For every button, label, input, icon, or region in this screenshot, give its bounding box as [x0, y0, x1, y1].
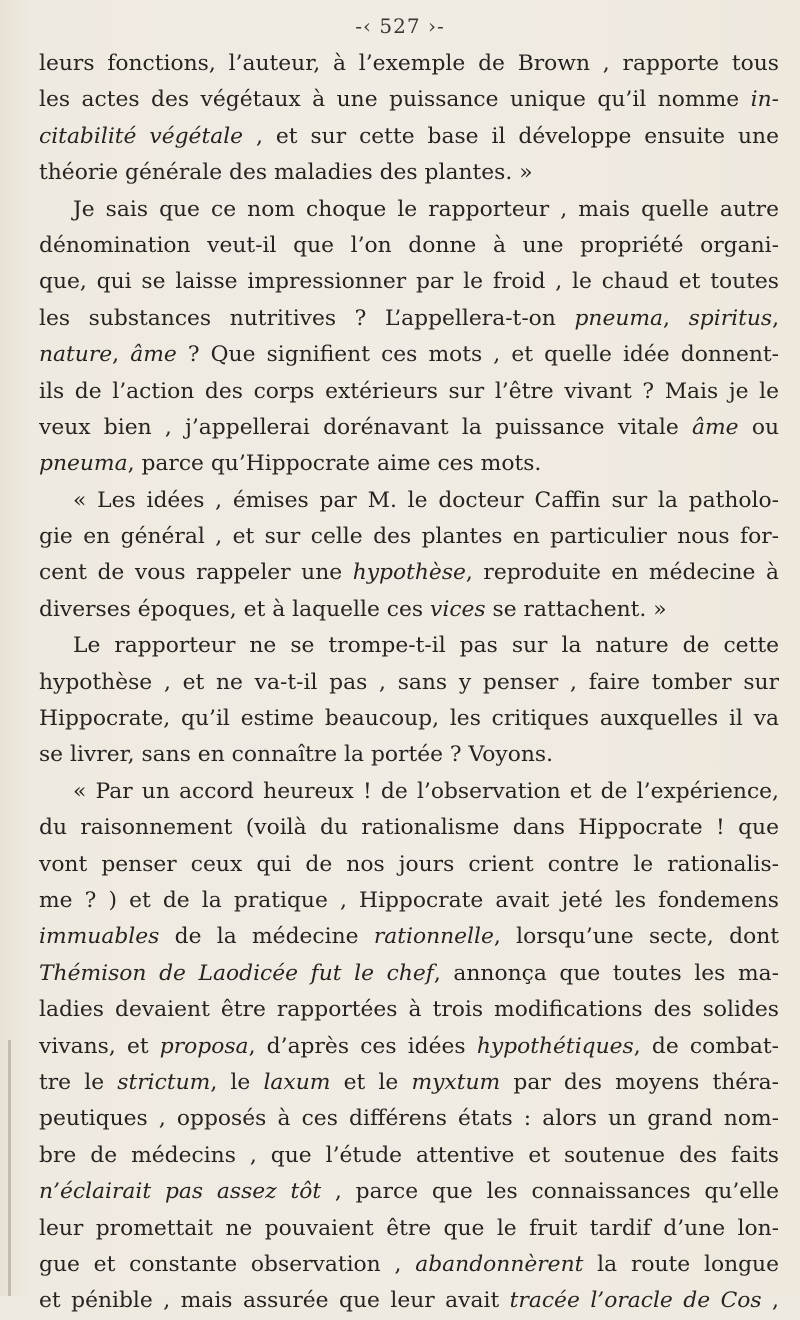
text-line — [39, 1247, 779, 1283]
italic-text: rationnelle — [373, 924, 494, 950]
text-run: gie en général , et sur celle des plantes en particulier nous for- — [39, 524, 779, 550]
text-line — [39, 301, 779, 337]
text-run: , parce que les connaissances qu’elle — [321, 1179, 779, 1205]
text-line — [39, 1283, 779, 1319]
text-line — [39, 1211, 779, 1247]
text-run: , — [761, 1288, 779, 1314]
text-run: du raisonnement (voilà du rationalisme dans Hippocrate ! que — [39, 815, 779, 841]
text-run: et le — [330, 1069, 412, 1095]
italic-text: myxtum — [411, 1069, 501, 1095]
text-run: , parce qu’Hippocrate aime ces mots. — [127, 451, 542, 477]
text-run: Je sais que ce nom choque le rapporteur , mais quelle autre — [73, 196, 779, 222]
text-run: la route longue — [583, 1251, 779, 1277]
italic-text: âme — [130, 342, 177, 368]
text-run: , — [772, 305, 779, 331]
text-line — [39, 1101, 779, 1137]
text-run: se livrer, sans en connaître la portée ? Voyons. — [39, 742, 553, 768]
text-run: les substances nutritives ? L’appellera-t-on — [39, 305, 575, 331]
text-line — [39, 337, 779, 373]
text-line — [39, 119, 779, 155]
text-run: ou — [738, 414, 779, 440]
text-line — [39, 192, 779, 228]
text-run: , — [663, 305, 689, 331]
italic-text: strictum — [117, 1069, 211, 1095]
text-run: ladies devaient être rapportées à trois modifications des solides — [39, 997, 779, 1023]
text-line — [39, 519, 779, 555]
text-run: vivans, et — [39, 1033, 160, 1059]
text-run: gue et constante observation , — [39, 1251, 416, 1277]
italic-text: âme — [692, 414, 739, 440]
italic-text: nature — [39, 342, 113, 368]
text-run: « Les idées , émises par M. le docteur Caffin sur la patholo- — [73, 487, 779, 513]
text-line — [39, 956, 779, 992]
text-run: , d’après ces idées — [248, 1033, 477, 1059]
text-line — [39, 847, 779, 883]
text-run: et pénible , mais assurée que leur avait — [39, 1288, 510, 1314]
text-line — [39, 883, 779, 919]
text-line — [39, 1174, 779, 1210]
italic-text: laxum — [263, 1069, 331, 1095]
text-run: , reproduite en médecine à — [465, 560, 779, 586]
text-run: me ? ) et de la pratique , Hippocrate avait jeté les fondemens — [39, 887, 779, 913]
text-line — [39, 155, 779, 191]
text-run: Hippocrate, qu’il estime beaucoup, les critiques auxquelles il va — [39, 706, 779, 732]
text-line — [39, 992, 779, 1028]
text-line — [39, 555, 779, 591]
text-run: que, qui se laisse impressionner par le froid , le chaud et toutes — [39, 269, 779, 295]
body-text — [39, 46, 779, 1320]
italic-text: pneuma — [39, 451, 128, 477]
text-run: dénomination veut-il que l’on donne à une propriété organi- — [39, 232, 779, 258]
italic-text: immuables — [39, 924, 160, 950]
italic-text: proposa — [159, 1033, 249, 1059]
text-run: cent de vous rappeler une — [39, 560, 353, 586]
text-line — [39, 410, 779, 446]
text-run: tre le — [39, 1069, 118, 1095]
text-line — [39, 628, 779, 664]
text-run: théorie générale des maladies des plantes. » — [39, 160, 533, 186]
text-run: les actes des végétaux à une puissance unique qu’il nomme — [39, 87, 751, 113]
binding-edge — [8, 1040, 11, 1296]
text-run: leurs fonctions, l’auteur, à l’exemple de Brown , rapporte tous — [39, 51, 779, 76]
text-run: peutiques , opposés à ces différens états : alors un grand nom- — [39, 1106, 779, 1132]
italic-text: hypothèse — [352, 560, 466, 586]
text-line — [39, 1029, 779, 1065]
text-run: , — [112, 342, 131, 368]
text-line — [39, 483, 779, 519]
text-run: de la médecine — [159, 924, 374, 950]
text-run: hypothèse , et ne va-t-il pas , sans y penser , faire tomber sur — [39, 669, 779, 695]
text-run: se rattachent. » — [485, 596, 667, 622]
text-run: « Par un accord heureux ! de l’observation et de l’expérience, — [73, 778, 779, 804]
text-line — [39, 46, 779, 82]
text-run: ils de l’action des corps extérieurs sur l’être vivant ? Mais je le — [39, 378, 779, 404]
text-run: vont penser ceux qui de nos jours crient contre le rationalis- — [39, 851, 779, 877]
text-line — [39, 592, 779, 628]
italic-text: hypothétiques — [476, 1033, 634, 1059]
text-run: par des moyens théra- — [500, 1069, 779, 1095]
text-run: , lorsqu’une secte, dont — [493, 924, 779, 950]
text-line — [39, 374, 779, 410]
italic-text: tracée l’oracle de Cos — [509, 1288, 762, 1314]
text-run: bre de médecins , que l’étude attentive et soutenue des faits — [39, 1142, 779, 1168]
text-line — [39, 919, 779, 955]
text-line — [39, 737, 779, 773]
text-line — [39, 446, 779, 482]
text-line — [39, 701, 779, 737]
text-line — [39, 774, 779, 810]
italic-text: pneuma — [574, 305, 664, 331]
text-run: , et sur cette base il développe ensuite une — [243, 123, 779, 149]
italic-text: citabilité végétale — [39, 123, 244, 149]
italic-text: vices — [430, 596, 486, 622]
text-run: veux bien , j’appellerai dorénavant la puissance vitale — [39, 414, 692, 440]
text-run: diverses époques, et à laquelle ces — [39, 596, 431, 622]
italic-text: abandonnèrent — [415, 1251, 584, 1277]
italic-text: n’éclairait pas assez tôt — [39, 1179, 322, 1205]
text-line — [39, 264, 779, 300]
text-line — [39, 665, 779, 701]
text-line — [39, 228, 779, 264]
italic-text: Thémison de Laodicée fut le chef — [39, 960, 434, 986]
text-run: , annonça que toutes les ma- — [433, 960, 779, 986]
text-line — [39, 1138, 779, 1174]
italic-text: in- — [750, 87, 779, 113]
text-line — [39, 82, 779, 118]
text-line — [39, 810, 779, 846]
text-run: , de combat- — [633, 1033, 779, 1059]
text-run: leur promettait ne pouvaient être que le fruit tardif d’une lon- — [39, 1215, 779, 1241]
text-run: ? Que signifient ces mots , et quelle idée donnent- — [176, 342, 779, 368]
text-line — [39, 1065, 779, 1101]
text-run: Le rapporteur ne se trompe-t-il pas sur la nature de cette — [73, 633, 779, 659]
page-number-header: -‹ 527 ›- — [355, 14, 445, 38]
italic-text: spiritus — [688, 305, 773, 331]
text-run: , le — [210, 1069, 264, 1095]
